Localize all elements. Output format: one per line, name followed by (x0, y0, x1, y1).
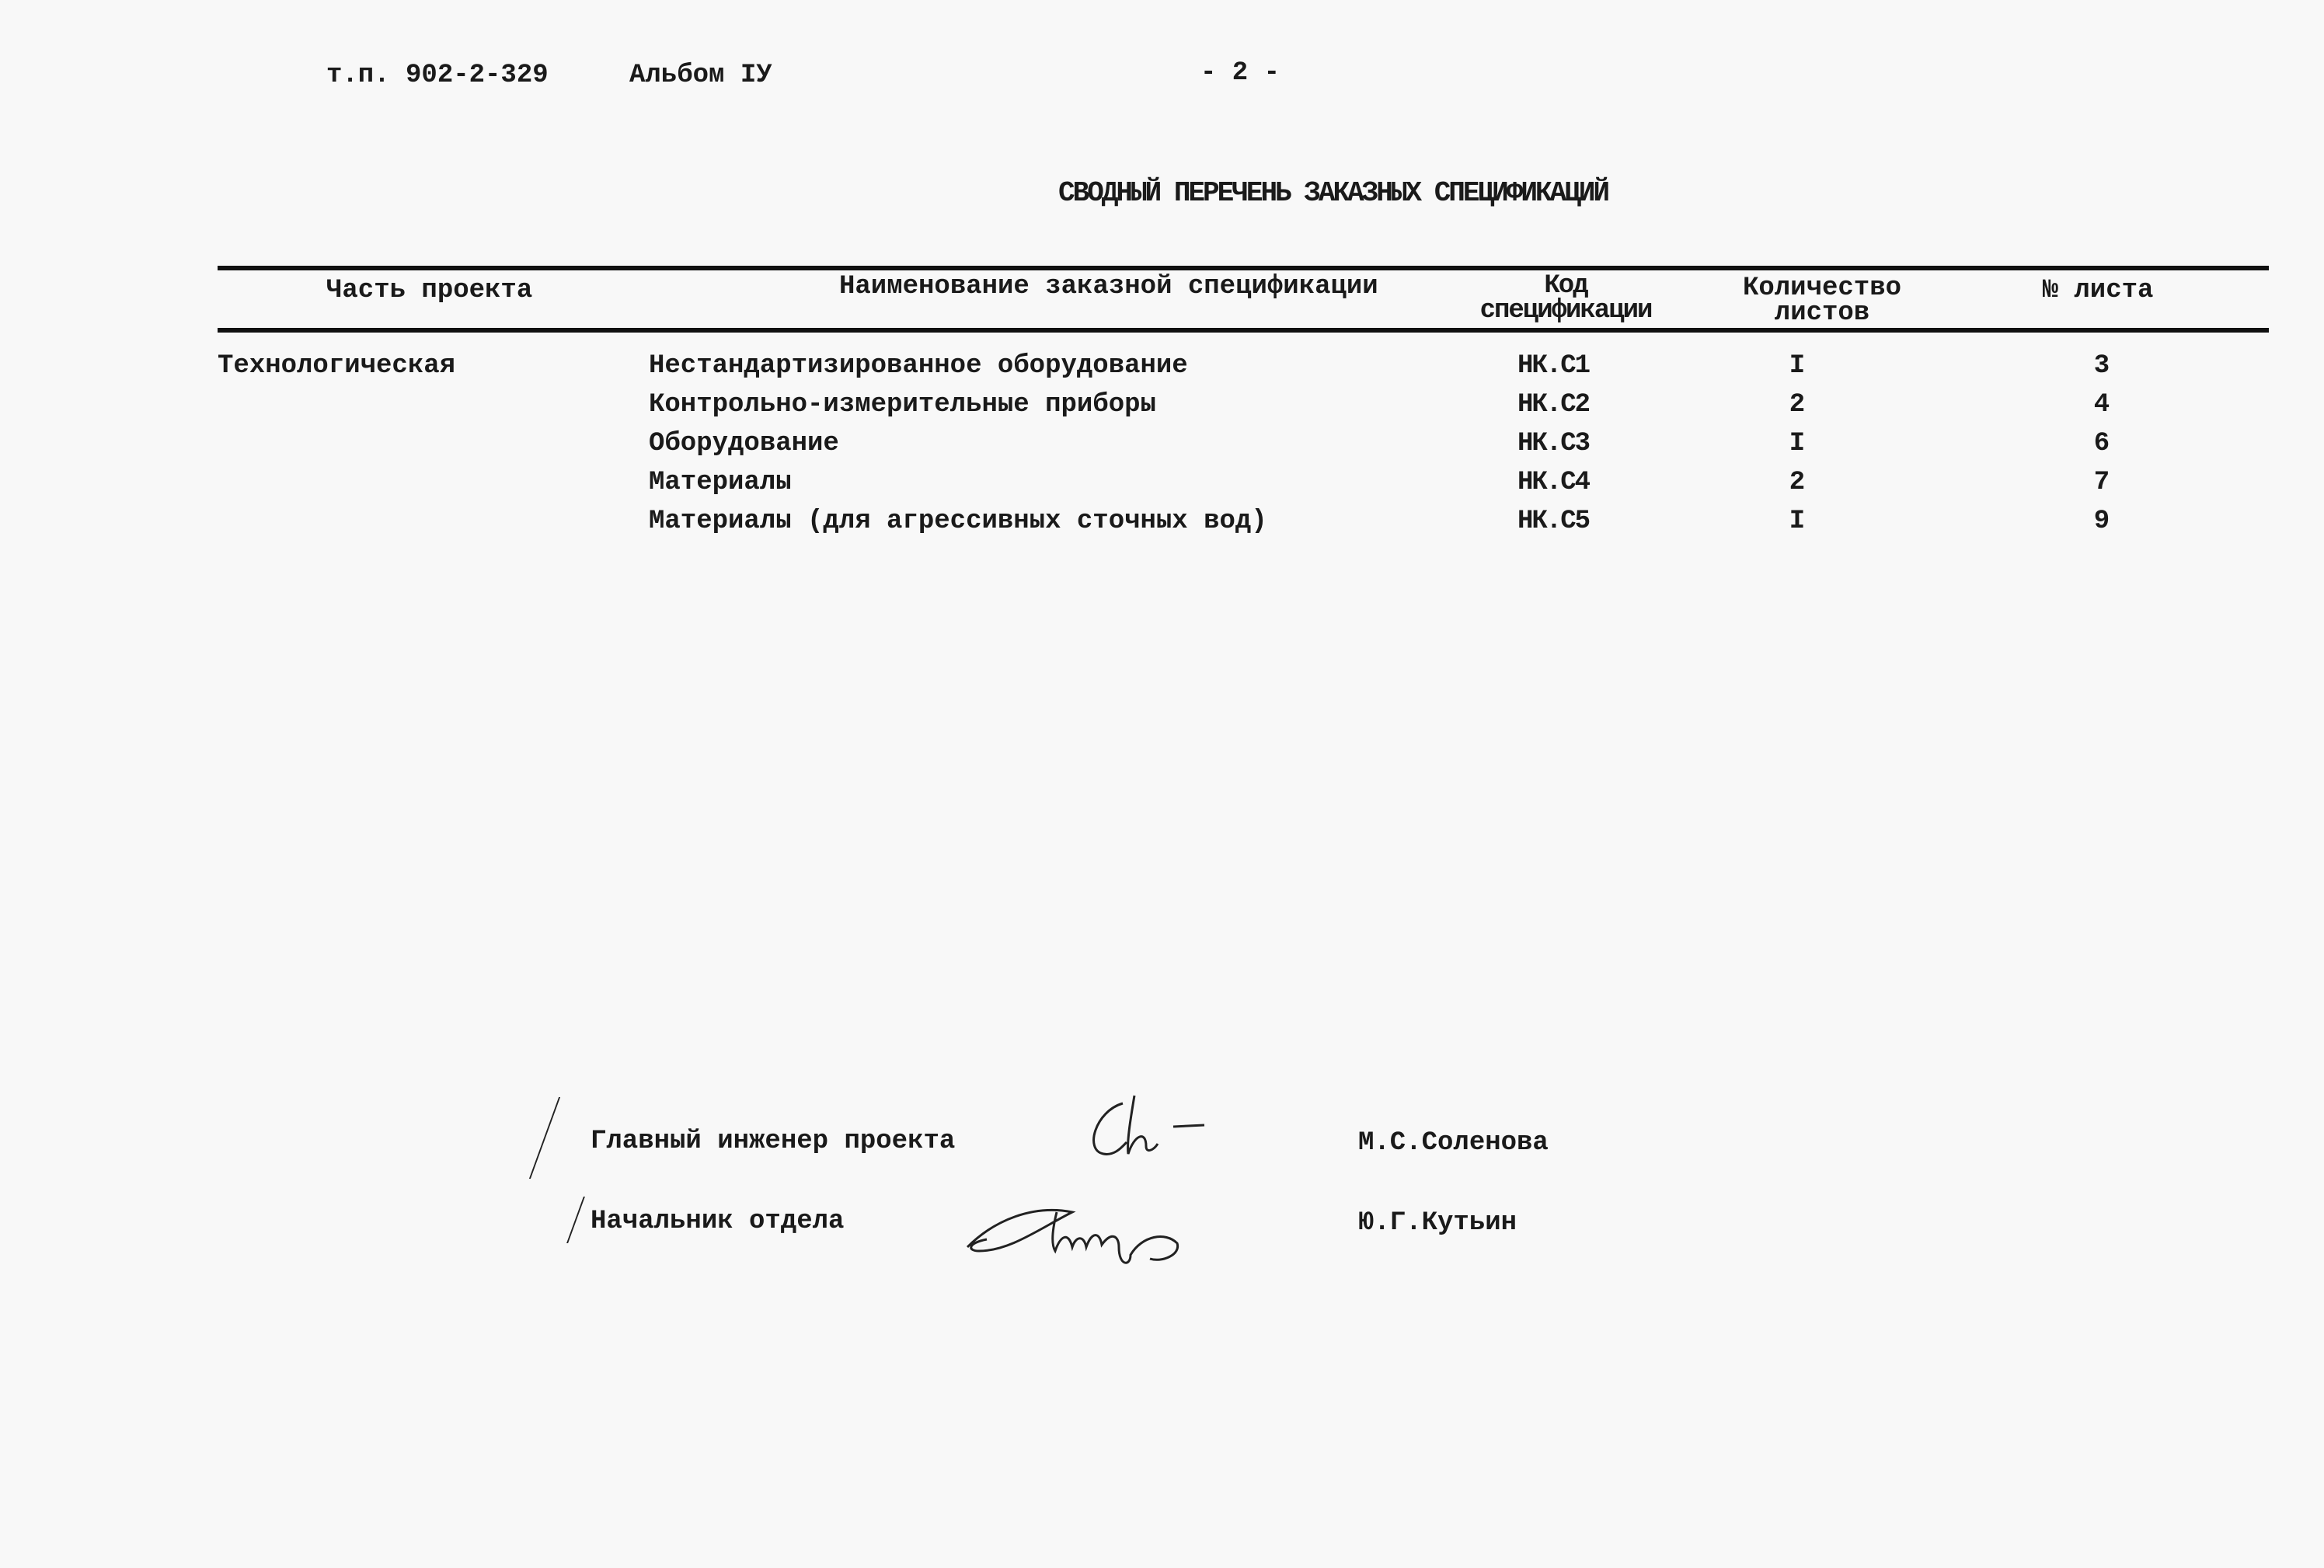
sheet-count: 2 (1789, 468, 1806, 497)
signatory-role: Начальник отдела (591, 1207, 845, 1236)
slash-mark (566, 1197, 585, 1243)
signatory-role: Главный инженер проекта (591, 1127, 956, 1156)
spec-name: Материалы (649, 468, 792, 497)
spec-code: НК.С5 (1517, 507, 1590, 536)
handwritten-signature-2 (963, 1189, 1197, 1283)
col-header-qty-l2: листов (1774, 298, 1870, 328)
signatory-name: Ю.Г.Кутьин (1358, 1208, 1517, 1238)
sheet-number: 6 (2093, 429, 2110, 458)
spec-name: Материалы (для агрессивных сточных вод) (649, 507, 1267, 536)
spec-code: НК.С2 (1517, 390, 1590, 420)
sheet-count: I (1789, 507, 1806, 536)
spec-code: НК.С4 (1517, 468, 1590, 497)
col-header-code (1479, 271, 1652, 326)
page-number: - 2 - (1200, 58, 1280, 88)
document-title: СВОДНЫЙ ПЕРЕЧЕНЬ ЗАКАЗНЫХ СПЕЦИФИКАЦИЙ (1058, 177, 1608, 209)
spec-name: Нестандартизированное оборудование (649, 351, 1188, 381)
sheet-number: 7 (2093, 468, 2110, 497)
signatory-name: М.С.Соленова (1358, 1128, 1549, 1158)
sheet-number: 9 (2093, 507, 2110, 536)
col-header-qty (1743, 276, 1901, 326)
handwritten-signature-1 (1080, 1088, 1220, 1182)
spec-name: Оборудование (649, 429, 839, 458)
col-header-sheet: № листа (2042, 276, 2154, 305)
col-header-code-l2: спецификации (1479, 296, 1652, 326)
sheet-count: I (1789, 351, 1806, 381)
col-header-qty-l1: Количество (1742, 274, 1902, 303)
sheet-number: 3 (2093, 351, 2110, 381)
sheet-count: I (1789, 429, 1806, 458)
col-header-name: Наименование заказной спецификации (839, 272, 1378, 301)
col-header-part: Часть проекта (326, 276, 533, 305)
table-top-rule (218, 266, 2269, 270)
spec-code: НК.С1 (1517, 351, 1590, 381)
slash-mark (529, 1097, 560, 1179)
sheet-number: 4 (2093, 390, 2110, 420)
album-label: Альбом IУ (629, 61, 772, 90)
col-header-code-l1: Код (1544, 271, 1587, 301)
table-header-rule (218, 328, 2269, 333)
doc-reference: т.п. 902-2-329 (326, 61, 549, 90)
spec-name: Контрольно-измерительные приборы (649, 390, 1156, 420)
sheet-count: 2 (1789, 390, 1806, 420)
spec-code: НК.С3 (1517, 429, 1590, 458)
project-part: Технологическая (218, 351, 456, 381)
